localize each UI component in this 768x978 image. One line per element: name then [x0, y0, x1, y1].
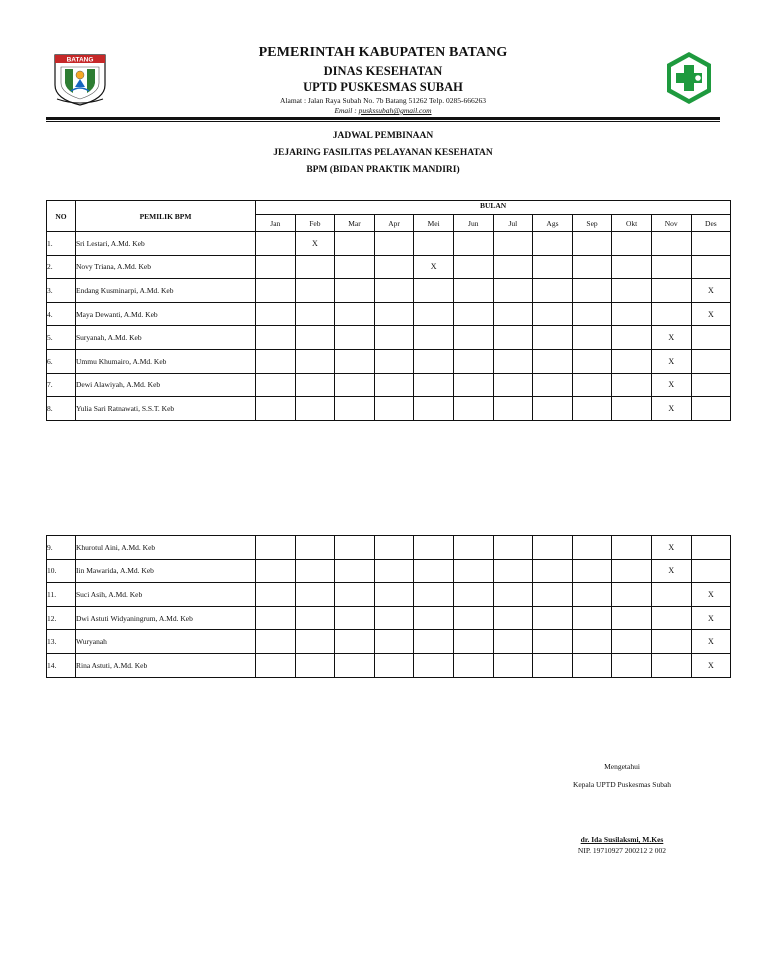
month-cell: X — [651, 326, 691, 350]
month-cell: X — [691, 302, 731, 326]
month-cell: X — [691, 653, 731, 677]
letterhead — [150, 44, 616, 116]
month-cell — [414, 630, 454, 654]
table-row — [47, 559, 731, 583]
table-row — [47, 397, 731, 421]
month-header-cell: Jul — [493, 215, 533, 232]
month-cell — [374, 653, 414, 677]
month-cell — [612, 326, 652, 350]
month-cell — [256, 255, 296, 279]
month-cell — [493, 373, 533, 397]
table-row — [47, 302, 731, 326]
table-row — [47, 536, 731, 560]
table-row — [47, 373, 731, 397]
month-header-cell: Okt — [612, 215, 652, 232]
month-cell: X — [691, 606, 731, 630]
month-cell — [414, 349, 454, 373]
header-owner: PEMILIK BPM — [76, 201, 256, 232]
month-cell — [453, 302, 493, 326]
month-cell: X — [414, 255, 454, 279]
owner-name: Endang Kusminarpi, A.Md. Keb — [76, 279, 256, 303]
month-cell — [374, 630, 414, 654]
month-cell — [295, 397, 335, 421]
month-cell — [572, 536, 612, 560]
month-cell — [335, 232, 375, 256]
month-cell — [691, 559, 731, 583]
table-row — [47, 349, 731, 373]
month-cell — [493, 326, 533, 350]
month-cell — [572, 653, 612, 677]
owner-name: Khurotul Aini, A.Md. Keb — [76, 536, 256, 560]
month-cell — [572, 302, 612, 326]
row-number: 9. — [47, 536, 76, 560]
month-cell — [414, 302, 454, 326]
month-cell — [414, 279, 454, 303]
month-header-cell: Jan — [256, 215, 296, 232]
signer-position: Kepala UPTD Puskesmas Subah — [572, 780, 672, 789]
crest-banner-text: BATANG — [66, 56, 94, 64]
month-cell — [374, 583, 414, 607]
month-cell — [572, 606, 612, 630]
owner-name: Wuryanah — [76, 630, 256, 654]
signer-nip: NIP. 19710927 200212 2 002 — [577, 846, 667, 855]
month-cell — [453, 630, 493, 654]
month-cell — [295, 326, 335, 350]
month-cell — [453, 373, 493, 397]
month-cell — [533, 630, 573, 654]
month-cell — [335, 653, 375, 677]
month-cell — [256, 630, 296, 654]
table-row — [47, 653, 731, 677]
month-cell — [295, 653, 335, 677]
month-cell — [612, 302, 652, 326]
month-cell — [493, 232, 533, 256]
month-header-cell: Nov — [651, 215, 691, 232]
month-cell — [414, 232, 454, 256]
month-cell — [651, 630, 691, 654]
signer-name: dr. Ida Susilaksmi, M.Kes — [580, 835, 664, 844]
month-cell — [691, 536, 731, 560]
month-cell — [256, 232, 296, 256]
header-month-group: BULAN — [256, 201, 731, 215]
month-cell — [374, 536, 414, 560]
month-cell — [414, 397, 454, 421]
title-bpm: BPM (BIDAN PRAKTIK MANDIRI) — [306, 165, 460, 175]
month-cell — [295, 255, 335, 279]
document-titles — [46, 128, 720, 179]
row-number: 3. — [47, 279, 76, 303]
month-cell — [335, 583, 375, 607]
month-cell — [414, 653, 454, 677]
title-schedule: JADWAL PEMBINAAN — [332, 131, 434, 141]
month-cell — [572, 373, 612, 397]
month-cell — [453, 583, 493, 607]
month-cell — [572, 630, 612, 654]
puskesmas-logo — [663, 49, 715, 107]
month-cell — [453, 653, 493, 677]
month-cell: X — [295, 232, 335, 256]
gov-name: PEMERINTAH KABUPATEN BATANG — [258, 45, 508, 60]
month-cell — [414, 536, 454, 560]
month-cell: X — [691, 279, 731, 303]
month-cell — [374, 397, 414, 421]
month-cell — [493, 583, 533, 607]
month-cell — [493, 349, 533, 373]
month-cell — [295, 302, 335, 326]
month-cell: X — [651, 536, 691, 560]
month-cell — [453, 536, 493, 560]
month-cell — [414, 373, 454, 397]
month-cell — [651, 255, 691, 279]
month-cell — [335, 536, 375, 560]
row-number: 8. — [47, 397, 76, 421]
month-cell — [374, 279, 414, 303]
month-cell — [691, 349, 731, 373]
schedule-table-part2 — [46, 535, 731, 678]
month-cell — [612, 232, 652, 256]
month-cell — [533, 397, 573, 421]
month-cell — [612, 630, 652, 654]
month-cell — [533, 536, 573, 560]
table-row — [47, 279, 731, 303]
month-cell — [335, 559, 375, 583]
row-number: 4. — [47, 302, 76, 326]
month-cell — [572, 397, 612, 421]
month-header-cell: Feb — [295, 215, 335, 232]
table-row — [47, 606, 731, 630]
month-cell — [453, 326, 493, 350]
month-cell — [572, 279, 612, 303]
month-cell — [295, 373, 335, 397]
month-cell — [651, 653, 691, 677]
month-cell — [453, 255, 493, 279]
month-cell — [572, 559, 612, 583]
month-cell — [256, 279, 296, 303]
email-address: puskssubah@gmail.com — [358, 106, 432, 115]
month-header-cell: Sep — [572, 215, 612, 232]
month-cell — [612, 536, 652, 560]
month-cell — [295, 630, 335, 654]
month-cell — [533, 373, 573, 397]
month-cell — [493, 302, 533, 326]
unit-name: UPTD PUSKESMAS SUBAH — [303, 80, 463, 94]
row-number: 6. — [47, 349, 76, 373]
month-cell — [256, 583, 296, 607]
owner-name: Ummu Khumairo, A.Md. Keb — [76, 349, 256, 373]
row-number: 1. — [47, 232, 76, 256]
month-cell — [533, 653, 573, 677]
title-network: JEJARING FASILITAS PELAYANAN KESEHATAN — [273, 148, 493, 158]
month-header-cell: Des — [691, 215, 731, 232]
month-cell — [493, 606, 533, 630]
month-cell — [414, 583, 454, 607]
month-cell — [493, 397, 533, 421]
month-cell — [374, 326, 414, 350]
row-number: 2. — [47, 255, 76, 279]
month-cell — [612, 349, 652, 373]
table-row — [47, 232, 731, 256]
month-cell — [651, 606, 691, 630]
table-body-part1 — [47, 232, 731, 421]
month-cell — [572, 583, 612, 607]
month-cell — [533, 279, 573, 303]
row-number: 13. — [47, 630, 76, 654]
month-cell — [256, 653, 296, 677]
month-cell — [374, 373, 414, 397]
month-cell — [256, 559, 296, 583]
month-cell — [335, 373, 375, 397]
month-cell — [256, 349, 296, 373]
owner-name: Rina Astuti, A.Md. Keb — [76, 653, 256, 677]
row-number: 7. — [47, 373, 76, 397]
month-cell — [453, 279, 493, 303]
month-cell — [453, 349, 493, 373]
month-cell — [493, 559, 533, 583]
owner-name: Suryanah, A.Md. Keb — [76, 326, 256, 350]
month-cell — [335, 606, 375, 630]
month-cell — [256, 302, 296, 326]
agency-name: DINAS KESEHATAN — [323, 64, 443, 78]
month-header-cell: Jun — [453, 215, 493, 232]
month-cell — [533, 326, 573, 350]
month-cell — [335, 302, 375, 326]
table-row — [47, 326, 731, 350]
month-cell — [453, 559, 493, 583]
month-cell — [256, 606, 296, 630]
month-cell — [374, 606, 414, 630]
month-cell — [493, 536, 533, 560]
month-cell — [612, 373, 652, 397]
month-cell — [414, 606, 454, 630]
month-cell — [533, 349, 573, 373]
month-header-cell: Ags — [533, 215, 573, 232]
month-cell — [374, 349, 414, 373]
month-header-cell: Mar — [335, 215, 375, 232]
owner-name: Yulia Sari Ratnawati, S.S.T. Keb — [76, 397, 256, 421]
month-cell — [493, 653, 533, 677]
owner-name: Iin Mawarida, A.Md. Keb — [76, 559, 256, 583]
month-cell — [572, 349, 612, 373]
month-cell — [651, 232, 691, 256]
row-number: 5. — [47, 326, 76, 350]
row-number: 11. — [47, 583, 76, 607]
row-number: 14. — [47, 653, 76, 677]
month-cell — [493, 255, 533, 279]
owner-name: Sri Lestari, A.Md. Keb — [76, 232, 256, 256]
month-cell — [572, 232, 612, 256]
month-cell — [612, 583, 652, 607]
month-cell — [374, 559, 414, 583]
month-cell — [691, 255, 731, 279]
month-cell — [612, 397, 652, 421]
month-cell: X — [691, 630, 731, 654]
header-rule-thick — [46, 117, 720, 120]
month-header-cell: Mei — [414, 215, 454, 232]
month-cell — [572, 255, 612, 279]
month-cell — [295, 349, 335, 373]
email-line — [150, 106, 616, 116]
month-cell — [691, 232, 731, 256]
month-cell — [691, 397, 731, 421]
month-cell — [533, 606, 573, 630]
month-cell — [651, 279, 691, 303]
month-cell — [612, 606, 652, 630]
month-cell — [414, 326, 454, 350]
month-cell — [295, 536, 335, 560]
row-number: 12. — [47, 606, 76, 630]
month-cell: X — [651, 559, 691, 583]
month-cell — [414, 559, 454, 583]
month-cell — [533, 232, 573, 256]
schedule-table-part1 — [46, 200, 731, 421]
month-cell — [374, 255, 414, 279]
month-cell — [612, 653, 652, 677]
owner-name: Novy Triana, A.Md. Keb — [76, 255, 256, 279]
month-cell — [295, 583, 335, 607]
month-cell — [533, 583, 573, 607]
owner-name: Suci Asih, A.Md. Keb — [76, 583, 256, 607]
month-cell — [493, 630, 533, 654]
month-cell — [374, 302, 414, 326]
month-cell: X — [651, 373, 691, 397]
month-cell: X — [651, 349, 691, 373]
month-cell — [335, 397, 375, 421]
month-cell: X — [691, 583, 731, 607]
email-label: Email : — [334, 106, 359, 115]
row-number: 10. — [47, 559, 76, 583]
batang-crest-logo — [51, 49, 109, 107]
month-cell — [256, 397, 296, 421]
month-cell — [533, 255, 573, 279]
month-cell — [335, 630, 375, 654]
table-row — [47, 255, 731, 279]
month-cell — [533, 559, 573, 583]
month-cell — [691, 326, 731, 350]
table-row — [47, 630, 731, 654]
month-cell — [256, 373, 296, 397]
month-cell — [335, 326, 375, 350]
month-header-cell: Apr — [374, 215, 414, 232]
month-cell — [374, 232, 414, 256]
month-cell — [572, 326, 612, 350]
month-cell — [256, 326, 296, 350]
month-cell — [453, 397, 493, 421]
month-cell — [651, 583, 691, 607]
month-cell — [335, 279, 375, 303]
address: Alamat : Jalan Raya Subah No. 7b Batang 51262 Telp. 0285-666263 — [280, 96, 486, 105]
month-cell — [295, 279, 335, 303]
month-cell — [453, 232, 493, 256]
owner-name: Dwi Astuti Widyaningrum, A.Md. Keb — [76, 606, 256, 630]
month-cell — [691, 373, 731, 397]
table-row — [47, 583, 731, 607]
month-cell — [651, 302, 691, 326]
month-cell — [335, 255, 375, 279]
month-cell — [612, 255, 652, 279]
acknowledged-label: Mengetahui — [604, 762, 640, 771]
month-cell: X — [651, 397, 691, 421]
month-cell — [493, 279, 533, 303]
owner-name: Dewi Alawiyah, A.Md. Keb — [76, 373, 256, 397]
header-no: NO — [47, 201, 76, 232]
signature-block — [540, 758, 704, 856]
month-cell — [295, 606, 335, 630]
owner-name: Maya Dewanti, A.Md. Keb — [76, 302, 256, 326]
month-cell — [335, 349, 375, 373]
month-cell — [533, 302, 573, 326]
table-body-part2 — [47, 536, 731, 678]
month-cell — [295, 559, 335, 583]
month-cell — [612, 279, 652, 303]
month-cell — [612, 559, 652, 583]
header-rule-thin — [46, 121, 720, 122]
month-cell — [256, 536, 296, 560]
month-cell — [453, 606, 493, 630]
